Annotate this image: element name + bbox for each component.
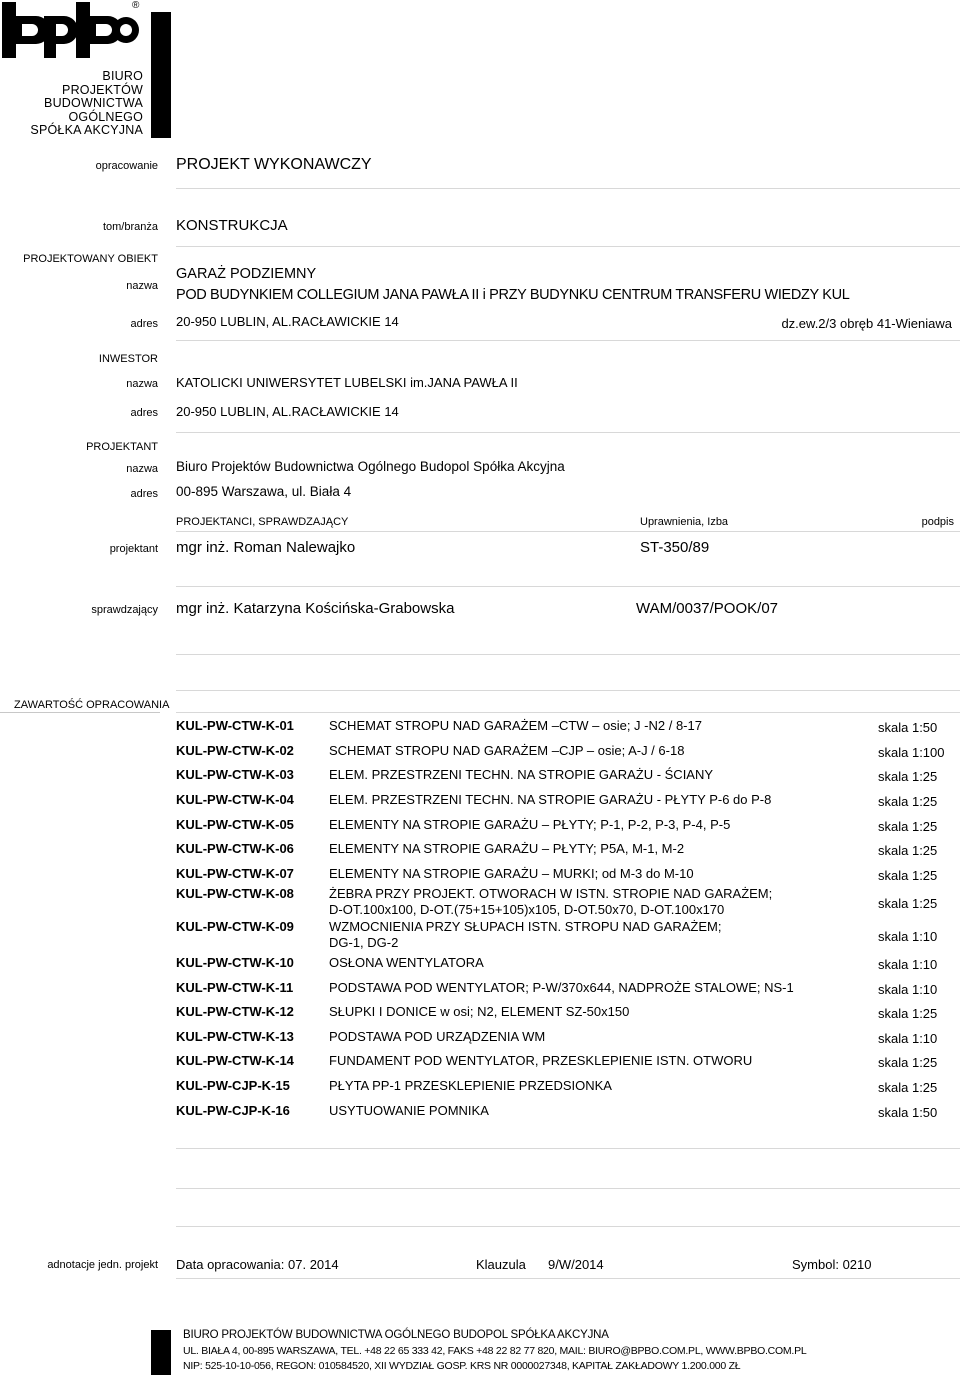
drawing-scale: skala 1:25 — [878, 1055, 938, 1070]
projektant-adres-label: adres — [130, 488, 158, 500]
divider — [176, 1278, 960, 1279]
drawing-description — [329, 866, 694, 882]
drawing-code: KUL-PW-CTW-K-03 — [176, 767, 294, 782]
projektant-section-label: PROJEKTANT — [86, 441, 158, 453]
drawing-description — [329, 817, 730, 833]
drawing-code: KUL-PW-CTW-K-02 — [176, 743, 294, 758]
drawing-code: KUL-PW-CTW-K-05 — [176, 817, 294, 832]
drawing-code: KUL-PW-CTW-K-10 — [176, 955, 294, 970]
drawing-description-line: ELEM. PRZESTRZENI TECHN. NA STROPIE GARAŻU - PŁYTY P-6 do P-8 — [329, 792, 772, 807]
drawing-scale: skala 1:25 — [878, 896, 938, 911]
drawing-code: KUL-PW-CTW-K-11 — [176, 980, 294, 995]
obiekt-name-line1: GARAŻ PODZIEMNY — [176, 266, 317, 282]
tom-value: KONSTRUKCJA — [176, 217, 288, 234]
logo-line: BUDOWNICTWA — [44, 96, 143, 110]
klauzula-value: 9/W/2014 — [548, 1257, 604, 1272]
drawing-code: KUL-PW-CJP-K-15 — [176, 1078, 290, 1093]
adnotacje-label: adnotacje jedn. projekt — [47, 1259, 158, 1271]
drawing-code: KUL-PW-CTW-K-14 — [176, 1053, 294, 1068]
drawing-description — [329, 792, 771, 808]
symbol: Symbol: 0210 — [792, 1257, 872, 1272]
drawing-description-line: SŁUPKI I DONICE w osi; N2, ELEMENT SZ-50x150 — [329, 1004, 630, 1019]
inwestor-section-label: INWESTOR — [98, 353, 158, 365]
divider — [176, 1188, 960, 1189]
klauzula-label: Klauzula — [476, 1257, 526, 1272]
sprawdzajacy-name: mgr inż. Katarzyna Kościńska-Grabowska — [176, 600, 455, 617]
logo-line: SPÓŁKA AKCYJNA — [30, 123, 143, 137]
drawing-description — [329, 743, 684, 759]
drawing-scale: skala 1:10 — [878, 1031, 938, 1046]
drawing-description-line: ELEMENTY NA STROPIE GARAŻU – MURKI; od M-3 do M-10 — [329, 866, 694, 881]
obiekt-nazwa-label: nazwa — [126, 280, 158, 292]
drawing-scale: skala 1:25 — [878, 819, 938, 834]
inwestor-nazwa-label: nazwa — [126, 378, 158, 390]
drawing-description — [329, 1004, 629, 1020]
projektant-nazwa-label: nazwa — [126, 463, 158, 475]
drawing-description — [329, 1053, 752, 1069]
drawing-description-line: PODSTAWA POD WENTYLATOR; P-W/370x644, NADPROŻE STALOWE; NS-1 — [329, 980, 794, 995]
divider — [176, 188, 960, 189]
company-logo — [0, 0, 175, 140]
drawing-scale: skala 1:25 — [878, 1006, 938, 1021]
drawing-description-line: PŁYTA PP-1 PRZESKLEPIENIE PRZEDSIONKA — [329, 1078, 612, 1093]
drawing-description — [329, 955, 484, 971]
drawing-code: KUL-PW-CTW-K-01 — [176, 718, 294, 733]
drawing-code: KUL-PW-CTW-K-06 — [176, 841, 294, 856]
drawing-scale: skala 1:10 — [878, 982, 938, 997]
drawing-description-line: FUNDAMENT POD WENTYLATOR, PRZESKLEPIENIE ISTN. OTWORU — [329, 1053, 753, 1068]
data-opracowania: Data opracowania: 07. 2014 — [176, 1257, 339, 1272]
drawing-description-line: WZMOCNIENIA PRZY SŁUPACH ISTN. STROPU NAD GARAŻEM; — [329, 919, 722, 934]
col-sign-header: podpis — [921, 516, 954, 528]
col-rights-header: Uprawnienia, Izba — [640, 516, 729, 528]
divider — [176, 531, 960, 532]
drawing-description — [329, 1029, 545, 1045]
inwestor-adres-value: 20-950 LUBLIN, AL.RACŁAWICKIE 14 — [176, 404, 399, 419]
drawing-code: KUL-PW-CTW-K-04 — [176, 792, 294, 807]
drawing-scale: skala 1:10 — [878, 929, 938, 944]
opracowanie-value: PROJEKT WYKONAWCZY — [176, 156, 372, 173]
drawing-description-line: USYTUOWANIE POMNIKA — [329, 1103, 489, 1118]
col-persons-header: PROJEKTANCI, SPRAWDZAJĄCY — [176, 516, 349, 528]
drawing-scale: skala 1:25 — [878, 794, 938, 809]
bpbo-logo-mark — [2, 2, 142, 60]
drawing-description — [329, 767, 713, 783]
drawing-description-line: D-OT.100x100, D-OT.(75+15+105)x105, D-OT.50x70, D-OT.100x170 — [329, 902, 725, 917]
footer-registration: NIP: 525-10-10-056, REGON: 010584520, XII WYDZIAŁ GOSP. KRS NR 0000027348, KAPITAŁ ZAKŁADOWY 1.200.000 ZŁ — [183, 1360, 741, 1372]
divider — [176, 712, 960, 713]
drawing-description-line: SCHEMAT STROPU NAD GARAŻEM –CTW – osie; J -N2 / 8-17 — [329, 718, 702, 733]
drawing-scale: skala 1:50 — [878, 1105, 938, 1120]
logo-line: BIURO — [102, 69, 143, 83]
drawing-description — [329, 919, 721, 951]
drawing-code: KUL-PW-CTW-K-12 — [176, 1004, 294, 1019]
logo-vertical-bar — [151, 12, 171, 138]
projektant-role-label: projektant — [109, 543, 158, 555]
drawing-code: KUL-PW-CTW-K-07 — [176, 866, 294, 881]
drawing-scale: skala 1:50 — [878, 720, 938, 735]
obiekt-name-line2: POD BUDYNKIEM COLLEGIUM JANA PAWŁA II i PRZY BUDYNKU CENTRUM TRANSFERU WIEDZY KUL — [176, 287, 850, 303]
projektant-rights: ST-350/89 — [640, 539, 710, 556]
drawing-code: KUL-PW-CTW-K-09 — [176, 919, 294, 934]
drawing-code: KUL-PW-CTW-K-13 — [176, 1029, 294, 1044]
sprawdzajacy-role-label: sprawdzający — [91, 604, 158, 616]
logo-line: PROJEKTÓW — [62, 82, 143, 97]
drawing-scale: skala 1:25 — [878, 769, 938, 784]
drawing-code: KUL-PW-CTW-K-08 — [176, 886, 294, 901]
drawing-code: KUL-PW-CJP-K-16 — [176, 1103, 290, 1118]
divider — [176, 340, 960, 341]
inwestor-nazwa-value: KATOLICKI UNIWERSYTET LUBELSKI im.JANA PAWŁA II — [176, 375, 518, 390]
drawing-description — [329, 1078, 612, 1094]
footer-bar — [151, 1330, 171, 1375]
obiekt-dzialka: dz.ew.2/3 obręb 41-Wieniawa — [781, 316, 952, 331]
drawing-description — [329, 886, 772, 918]
registered-mark: ® — [132, 0, 140, 11]
footer-contact: UL. BIAŁA 4, 00-895 WARSZAWA, TEL. +48 22 65 333 42, FAKS +48 22 82 77 820, MAIL: BIURO@BPBO.COM.PL, WWW.BPBO.COM.PL — [183, 1345, 807, 1357]
drawing-description-line: PODSTAWA POD URZĄDZENIA WM — [329, 1029, 546, 1044]
drawing-scale: skala 1:25 — [878, 868, 938, 883]
divider — [176, 654, 960, 655]
drawing-scale: skala 1:10 — [878, 957, 938, 972]
divider — [0, 712, 160, 713]
logo-text — [0, 70, 143, 138]
divider — [176, 1148, 960, 1149]
drawing-description-line: SCHEMAT STROPU NAD GARAŻEM –CJP – osie; A-J / 6-18 — [329, 743, 685, 758]
drawing-description-line: ELEMENTY NA STROPIE GARAŻU – PŁYTY; P-1, P-2, P-3, P-4, P-5 — [329, 817, 731, 832]
projektant-name: mgr inż. Roman Nalewajko — [176, 539, 356, 556]
drawing-description — [329, 980, 794, 996]
divider — [176, 690, 960, 691]
drawing-scale: skala 1:100 — [878, 745, 945, 760]
projektant-nazwa-value: Biuro Projektów Budownictwa Ogólnego Budopol Spółka Akcyjna — [176, 459, 565, 474]
obiekt-adres-label: adres — [130, 318, 158, 330]
logo-line: OGÓLNEGO — [68, 109, 143, 124]
drawing-description-line: ELEM. PRZESTRZENI TECHN. NA STROPIE GARAŻU - ŚCIANY — [329, 767, 714, 782]
drawing-scale: skala 1:25 — [878, 1080, 938, 1095]
drawing-scale: skala 1:25 — [878, 843, 938, 858]
drawing-description-line: OSŁONA WENTYLATORA — [329, 955, 484, 970]
divider — [176, 586, 960, 587]
obiekt-section-label: PROJEKTOWANY OBIEKT — [23, 253, 158, 265]
contents-label: ZAWARTOŚĆ OPRACOWANIA — [14, 699, 170, 711]
divider — [176, 1226, 960, 1227]
divider — [176, 432, 960, 433]
drawing-description-line: ELEMENTY NA STROPIE GARAŻU – PŁYTY; P5A, M-1, M-2 — [329, 841, 685, 856]
drawing-description — [329, 841, 684, 857]
obiekt-adres-value: 20-950 LUBLIN, AL.RACŁAWICKIE 14 — [176, 314, 399, 329]
projektant-adres-value: 00-895 Warszawa, ul. Biała 4 — [176, 484, 352, 499]
opracowanie-label: opracowanie — [95, 160, 158, 172]
inwestor-adres-label: adres — [130, 407, 158, 419]
footer-company: BIURO PROJEKTÓW BUDOWNICTWA OGÓLNEGO BUDOPOL SPÓŁKA AKCYJNA — [183, 1329, 609, 1341]
tom-label: tom/branża — [102, 221, 158, 233]
drawing-description-line: ŻEBRA PRZY PROJEKT. OTWORACH W ISTN. STROPIE NAD GARAŻEM; — [329, 886, 773, 901]
drawing-description — [329, 1103, 489, 1119]
sprawdzajacy-rights: WAM/0037/POOK/07 — [636, 600, 779, 617]
divider — [176, 246, 960, 247]
drawing-description — [329, 718, 702, 734]
drawing-description-line: DG-1, DG-2 — [329, 935, 399, 950]
